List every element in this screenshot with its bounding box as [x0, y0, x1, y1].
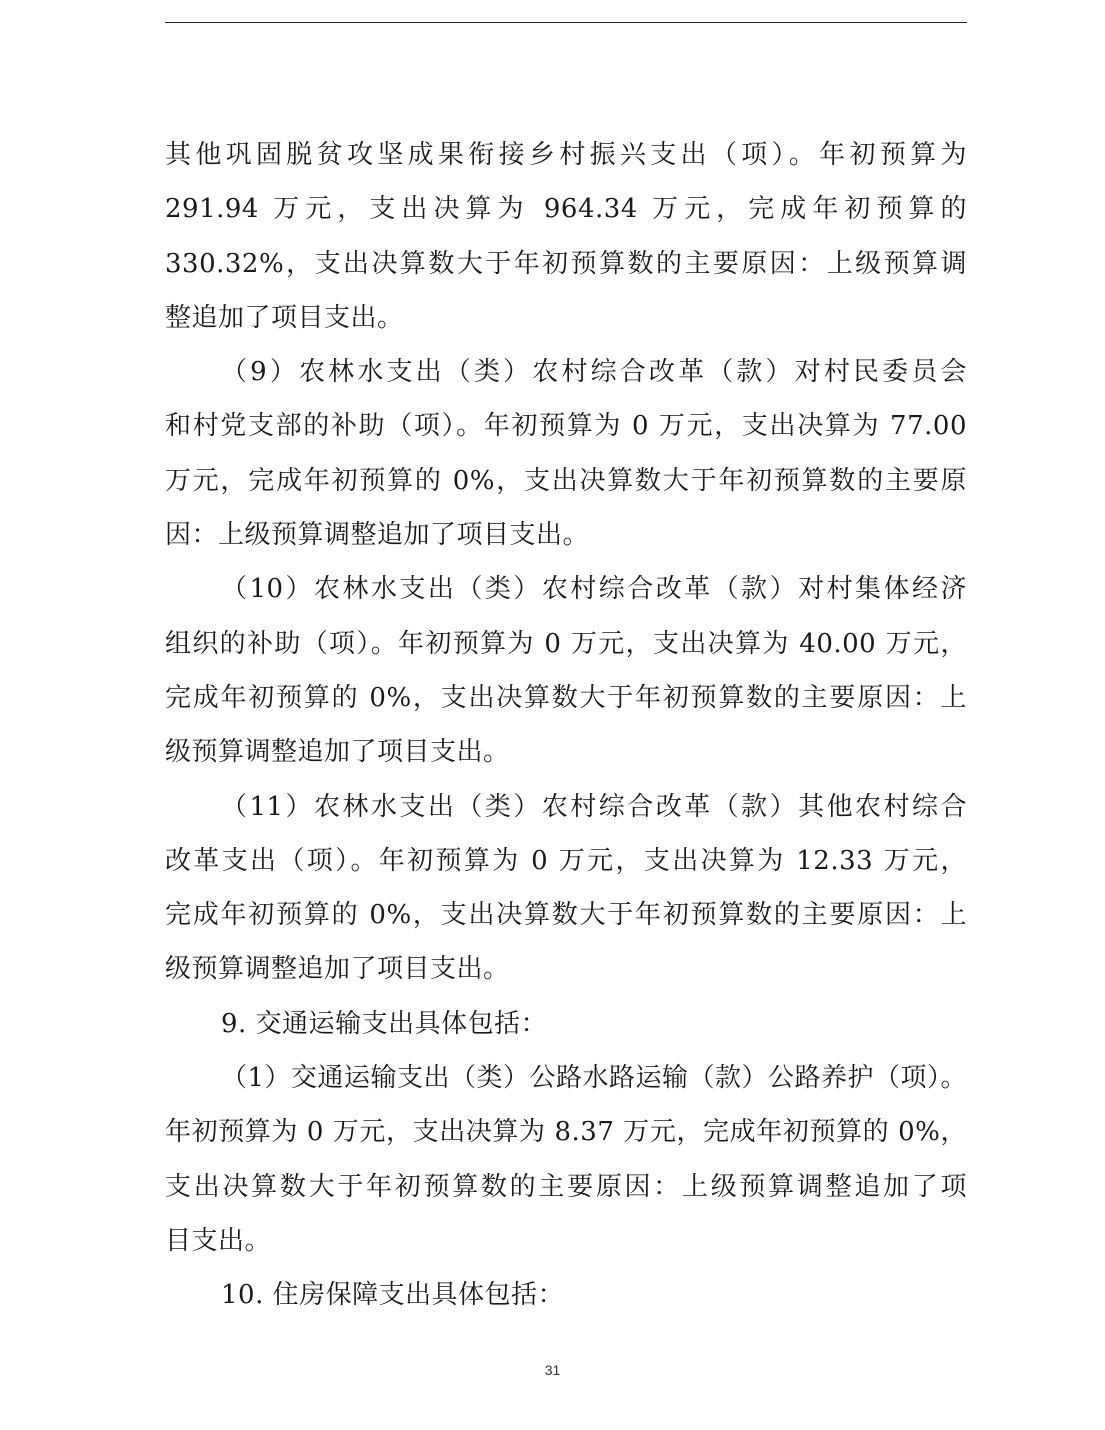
section-heading: 10. 住房保障支出具体包括：: [221, 1280, 565, 1311]
text-line: 级预算调整追加了项目支出。: [165, 954, 510, 985]
paragraph-start-line: （9）农林水支出（类）农村综合改革（款）对村民委员会: [221, 357, 967, 388]
document-body: [165, 128, 967, 1323]
text-line: 完成年初预算的 0%，支出决算数大于年初预算数的主要原因：上: [165, 682, 967, 713]
text-line: 级预算调整追加了项目支出。: [165, 737, 510, 768]
page-number: 31: [544, 1362, 561, 1378]
text-line: 整追加了项目支出。: [165, 302, 404, 333]
text-line: 和村党支部的补助（项）。年初预算为 0 万元，支出决算为 77.00: [165, 411, 967, 442]
section-heading: 9. 交通运输支出具体包括：: [221, 1008, 548, 1039]
header-rule: [165, 22, 967, 23]
text-line: 改革支出（项）。年初预算为 0 万元，支出决算为 12.33 万元，: [165, 845, 967, 876]
text-line: 目支出。: [165, 1225, 272, 1256]
text-line: 其他巩固脱贫攻坚成果衔接乡村振兴支出（项）。年初预算为: [165, 140, 967, 170]
text-line: 万元，完成年初预算的 0%，支出决算数大于年初预算数的主要原: [165, 465, 967, 496]
text-line: 年初预算为 0 万元，支出决算为 8.37 万元，完成年初预算的 0%，: [165, 1117, 967, 1148]
text-line: 支出决算数大于年初预算数的主要原因：上级预算调整追加了项: [165, 1171, 967, 1202]
text-line: 291.94 万元，支出决算为 964.34 万元，完成年初预算的: [165, 194, 967, 225]
paragraph-start-line: （11）农林水支出（类）农村综合改革（款）其他农村综合: [221, 791, 967, 822]
paragraph-start-line: （1）交通运输支出（类）公路水路运输（款）公路养护（项）。: [221, 1063, 968, 1094]
text-line: 完成年初预算的 0%，支出决算数大于年初预算数的主要原因：上: [165, 900, 967, 931]
text-line: 330.32%，支出决算数大于年初预算数的主要原因：上级预算调: [165, 248, 967, 279]
text-line: 因：上级预算调整追加了项目支出。: [165, 520, 590, 551]
text-line: 组织的补助（项）。年初预算为 0 万元，支出决算为 40.00 万元，: [165, 628, 967, 659]
paragraph-start-line: （10）农林水支出（类）农村综合改革（款）对村集体经济: [221, 574, 967, 605]
